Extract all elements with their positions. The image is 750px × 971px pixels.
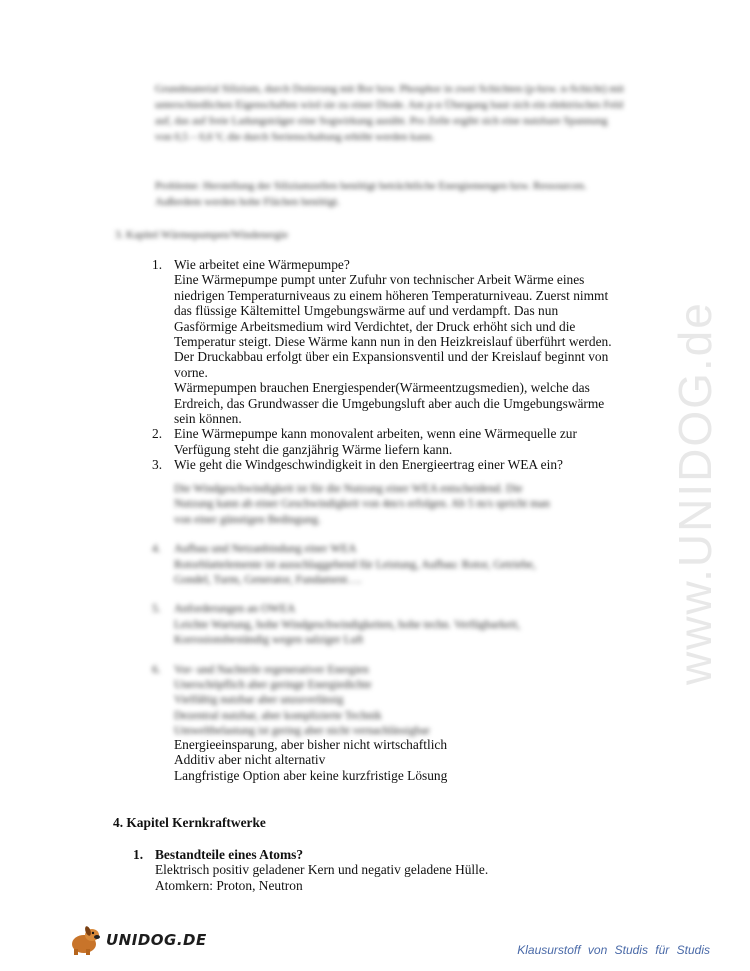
dog-icon: [68, 925, 102, 955]
list-number: 2.: [152, 426, 163, 442]
answer-line: sein können.: [174, 411, 242, 427]
pros-cons-line: Energieeinsparung, aber bisher nicht wirtschaftlich: [174, 737, 448, 752]
list-number: [152, 482, 174, 528]
list-number: 3.: [152, 457, 163, 473]
blurred-list-item: [152, 542, 622, 588]
answer-line: Verfügung steht die ganzjährig Wärme liefern kann.: [174, 441, 453, 457]
answer-line: Wärmepumpen brauchen Energiespender(Wärmeentzugsmedien), welche das: [174, 380, 590, 396]
answer-line: das flüssige Kältemittel Umgebungswärme auf und verdampft. Das nun: [174, 303, 559, 319]
list-number: 5.: [152, 603, 161, 616]
list-item: [152, 257, 622, 426]
blurred-line: Rotorblattelemente ist ausschlaggebend für Leistung, Aufbau: Rotor, Getriebe,: [174, 558, 536, 571]
blurred-paragraph-problems: Probleme: Herstellung der Siliziumzellen benötigt beträchtliche Energiemengen bzw. Ressourcen. Außerdem werden hohe Flächen benötigt.: [155, 180, 587, 208]
answer-line: Elektrisch positiv geladener Kern und negativ geladene Hülle.: [155, 862, 489, 878]
blurred-list-item: [152, 602, 622, 648]
blurred-line: Aufbau und Netzanbindung einer WEA: [174, 543, 357, 556]
list-item: [152, 426, 622, 457]
question-list-chapter-4: [133, 847, 613, 893]
list-number: 1.: [133, 847, 144, 862]
blurred-line: Gondel, Turm, Generator, Fundament….: [174, 574, 362, 587]
blurred-line: Vielfältig nutzbar aber unzuverlässig: [174, 694, 344, 707]
blurred-line: Anforderungen an OWEA: [174, 603, 296, 616]
blurred-line: Korrosionsbeständig wegen salziger Luft: [174, 634, 364, 647]
answer-line: Eine Wärmepumpe pumpt unter Zufuhr von technischer Arbeit Wärme eines: [174, 272, 585, 288]
pros-cons-tail: [174, 737, 614, 783]
blurred-line: Nutzung kann ab einer Geschwindigkeit von 4m/s erfolgen. Ab 5 m/s spricht man: [174, 498, 550, 511]
unidog-logo: [68, 925, 207, 955]
blurred-list-item: [152, 663, 622, 740]
blurred-list-item: [152, 482, 622, 528]
list-item-text: Wie geht die Windgeschwindigkeit in den Energieertrag einer WEA ein?: [174, 457, 563, 473]
list-item: [152, 457, 622, 472]
answer-line: Der Druckabbau erfolgt über ein Expansionsventil und der Kreislauf beginnt von: [174, 349, 609, 365]
question-text: Bestandteile eines Atoms?: [155, 847, 304, 862]
question-list-chapter-3: [152, 257, 622, 473]
answer-line: niedrigen Temperaturniveaus zu einem höheren Temperaturniveau. Zuerst nimmt: [174, 287, 609, 303]
answer-line: Gasförmige Arbeitsmedium wird Verdichtet, der Druck erhöht sich und die: [174, 318, 576, 334]
list-number: 6.: [152, 663, 161, 676]
logo-text: UNIDOG.DE: [106, 931, 207, 949]
list-number: 4.: [152, 543, 161, 556]
answer-line: Temperatur steigt. Diese Wärme kann nun in den Heizkreislauf überführt werden.: [174, 334, 612, 350]
pros-cons-line: Langfristige Option aber keine kurzfristige Lösung: [174, 767, 448, 783]
answer-line: vorne.: [174, 364, 208, 380]
blurred-line: Dezentral nutzbar, aber komplizierte Technik: [174, 709, 382, 722]
blurred-line: Unerschöpflich aber geringe Energiedichte: [174, 679, 372, 692]
watermark-text: www.UNIDOG.de: [669, 301, 721, 685]
chapter-3-heading: 3. Kapitel Wärmepumpen/Windenergie: [115, 229, 288, 241]
chapter-4-heading: 4. Kapitel Kernkraftwerke: [113, 815, 266, 830]
list-item: [133, 847, 613, 893]
list-item-text: Eine Wärmepumpe kann monovalent arbeiten, wenn eine Wärmequelle zur: [174, 426, 577, 442]
answer-line: Erdreich, das Grundwasser die Umgebungsluft aber auch die Umgebungswärme: [174, 395, 605, 411]
blurred-line: Vor- und Nachteile regenerativer Energien: [174, 663, 369, 676]
blurred-line: Die Windgeschwindigkeit ist für die Nutzung einer WEA entscheidend. Die: [174, 483, 523, 495]
footer-tagline: Klausurstoff von Studis für Studis: [517, 943, 710, 957]
blurred-line: Leichte Wartung, hohe Windgeschwindigkeiten, hohe techn. Verfügbarkeit,: [174, 618, 521, 631]
blurred-paragraph-solar: Grundmaterial Silizium, durch Dotierung mit Bor bzw. Phosphor in zwei Schichten (p-bzw. n-Schicht) mit unterschiedlichen Eigenschaften wird sie zu einer Diode. Am p-n Übergang baut sich ein elektrisches Feld auf, das auf freie Ladungsträger eine Sogwirkung ausübt. Pro Zelle ergibt sich eine nutzbare Spannung von 0,5 – 0,6 V, die durch Serienschaltung erhöht werden kann.: [155, 83, 625, 143]
blurred-line: von einer günstigen Bedingung.: [174, 513, 321, 526]
answer-line: Atomkern: Proton, Neutron: [155, 877, 303, 893]
blurred-line: Umweltbelastung ist gering aber nicht vernachlässigbar: [174, 725, 430, 738]
list-item-text: Wie arbeitet eine Wärmepumpe?: [174, 257, 350, 272]
blurred-answers: [152, 482, 622, 740]
list-number: 1.: [152, 257, 163, 272]
pros-cons-line: Additiv aber nicht alternativ: [174, 752, 326, 768]
